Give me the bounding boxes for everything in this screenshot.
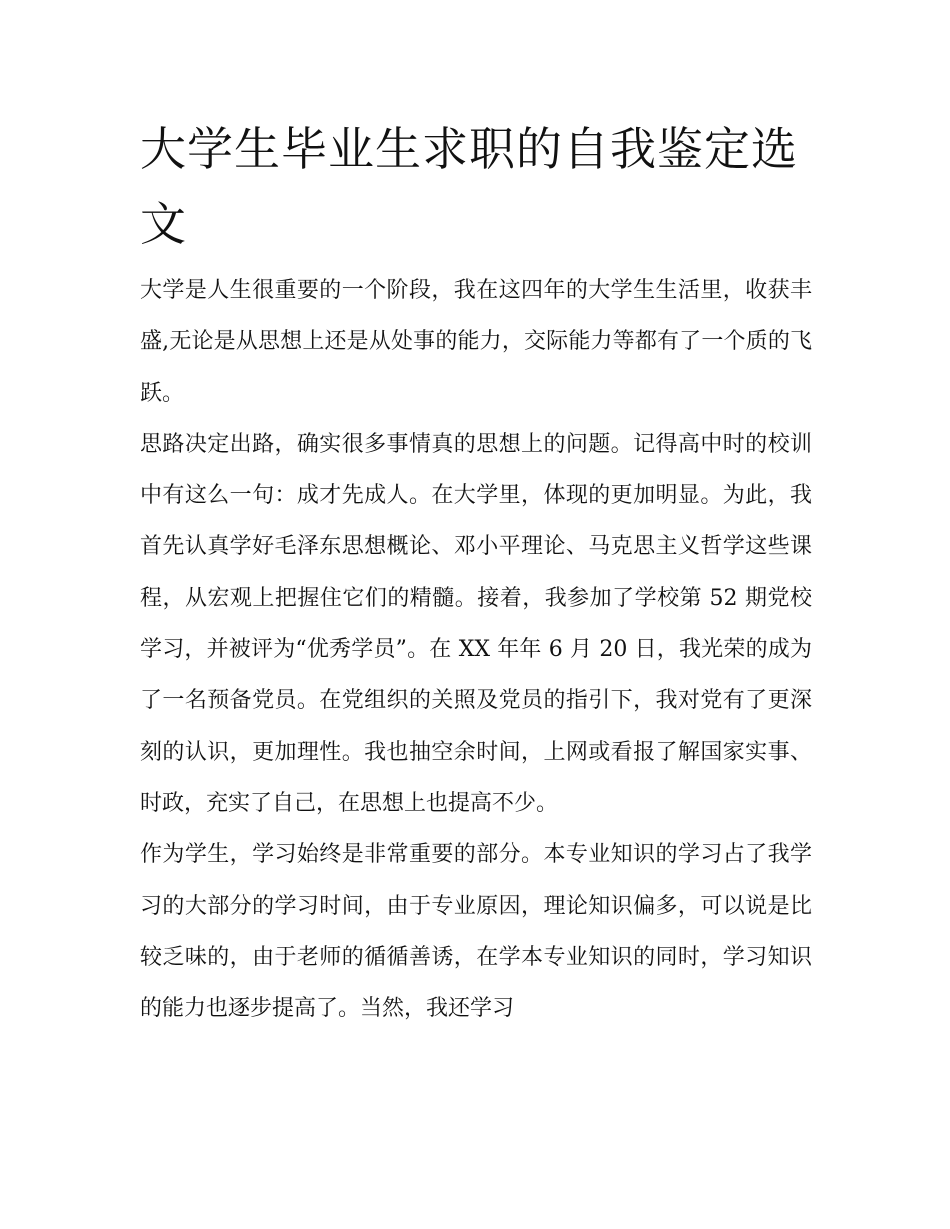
paragraph-thought: 思路决定出路，确实很多事情真的思想上的问题。记得高中时的校训中有这么一句：成才先成人。在大学里，体现的更加明显。为此，我首先认真学好毛泽东思想概论、邓小平理论、马克思主义哲学这些课程，从宏观上把握住它们的精髓。接着，我参加了学校第 52 期党校学习，并被评为“优秀学员”。在 XX 年年 6 月 20 日，我光荣的成为了一名预备党员。在党组织的关照及党员的指引下，我对党有了更深刻的认识，更加理性。我也抽空余时间，上网或看报了解国家实事、时政，充实了自己，在思想上也提高不少。 [140,431,812,816]
paragraph-study: 作为学生，学习始终是非常重要的部分。本专业知识的学习占了我学习的大部分的学习时间，由于专业原因，理论知识偏多，可以说是比较乏味的，由于老师的循循善诱，在学本专业知识的同时，学习知识的能力也逐步提高了。当然，我还学习 [140,842,812,1022]
page-title: 大学生毕业生求职的自我鉴定选文 [140,122,798,251]
document-body [140,265,812,1034]
paragraph-intro: 大学是人生很重要的一个阶段，我在这四年的大学生生活里，收获丰盛,无论是从思想上还是从处事的能力，交际能力等都有了一个质的飞跃。 [140,278,812,406]
